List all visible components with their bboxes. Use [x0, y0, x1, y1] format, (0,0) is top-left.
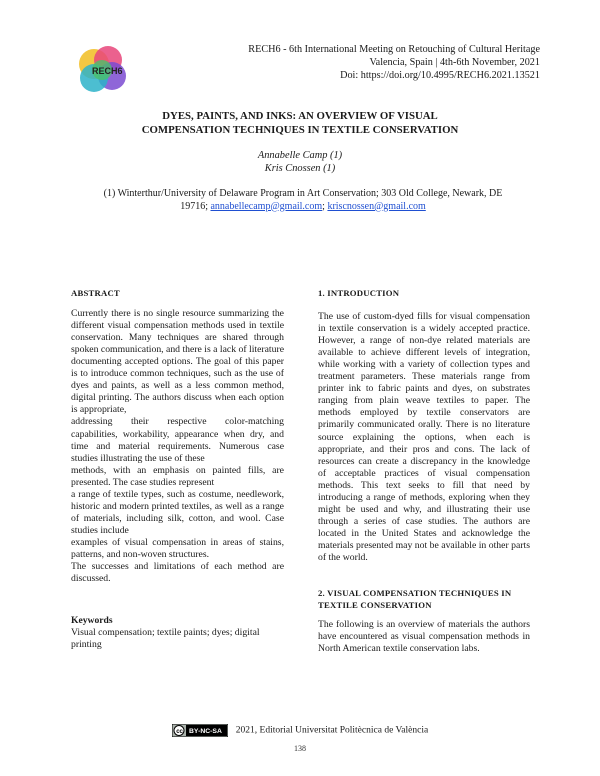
svg-text:cc: cc: [175, 729, 183, 735]
abstract-heading: ABSTRACT: [71, 288, 120, 298]
email-link-cnossen[interactable]: kriscnossen@gmail.com: [327, 200, 426, 212]
author-list: [60, 150, 540, 175]
abstract-paragraph-5: examples of visual compensation in areas of stains, patterns, and non-woven structures.: [71, 536, 284, 560]
affiliation-line-2: [72, 201, 534, 214]
abstract-paragraph-3: methods, with an emphasis on painted fills, are presented. The case studies represent: [71, 464, 284, 488]
keywords-heading: Keywords: [71, 615, 113, 627]
section-2-heading: [318, 587, 530, 611]
abstract-paragraph-2: addressing their respective color-matching capabilities, workability, appearance when dry, and time and material requirements. Numerous case studies illustrating the use of these: [71, 416, 284, 464]
title-line-1: DYES, PAINTS, AND INKS: AN OVERVIEW OF VISUAL: [162, 110, 438, 122]
left-column: [71, 287, 284, 651]
section-2-heading-line-2: TEXTILE CONSERVATION: [318, 600, 432, 611]
introduction-heading: 1. INTRODUCTION: [318, 288, 400, 298]
affiliation-line-1: (1) Winterthur/University of Delaware Program in Art Conservation; 303 Old College, Newark, DE: [103, 188, 503, 199]
abstract-paragraph-4: a range of textile types, such as costume, needlework, historic and modern printed textiles, as well as a range of materials, including silk, cotton, and wool. Case studies include: [71, 488, 284, 536]
email-link-camp[interactable]: annabellecamp@gmail.com: [210, 200, 323, 212]
email-separator: ;: [322, 200, 328, 212]
right-column: [318, 287, 530, 655]
cc-license-badge: [172, 724, 228, 737]
section-2-heading-line-1: 2. VISUAL COMPENSATION TECHNIQUES IN: [318, 588, 512, 599]
abstract-paragraph-1: Currently there is no single resource summarizing the different visual compensation methods used in textile conservation. Many techniques are shared through spoken communication, and there is a lack of literature documenting accepted options. The goal of this paper is to introduce common techniques, such as the use of dyes and paints, as well as a less common method, digital printing. The authors discuss when each option is appropriate,: [71, 308, 284, 416]
title-line-2: COMPENSATION TECHNIQUES IN TEXTILE CONSERVATION: [141, 123, 459, 136]
author-1: Annabelle Camp (1): [257, 150, 343, 161]
introduction-text: The use of custom-dyed fills for visual compensation in textile conservation is a widely accepted practice. However, a range of non-dye related materials are available to achieve different levels of integration, while working with a variety of collection types and treatment parameters. These materials range from printer ink to fabric paints and dyes, on substrates ranging from plain weave textiles to paper. The methods employed by textile conservators are primarily communicated orally. There is no literature source explaining the options, when each is appropriate, and their pros and cons. The lack of resources can create a discrepancy in the knowledge of acceptable practices of visual compensation methods. This text seeks to fill that need by introducing a range of methods, exploring when they might be used and why, and illustrating their use through a series of case studies. The authors are located in the United States and acknowledge the materials presented may not be available in other parts of the world.: [318, 311, 530, 563]
header-location: Valencia, Spain | 4th-6th November, 2021: [369, 57, 540, 69]
section-2-text: The following is an overview of materials the authors have encountered as visual compensation methods in North American textile conservation labs.: [318, 619, 530, 655]
footer: [0, 724, 600, 737]
cc-label: BY-NC-SA: [188, 728, 222, 736]
abstract-paragraph-6: The successes and limitations of each method are discussed.: [71, 561, 284, 585]
author-2: Kris Cnossen (1): [264, 162, 336, 174]
page-number: 138: [294, 744, 306, 753]
footer-publisher: 2021, Editorial Universitat Politècnica de València: [235, 725, 429, 736]
header-doi: Doi: https://doi.org/10.4995/RECH6.2021.13521: [340, 70, 540, 82]
paper-title: [60, 110, 540, 137]
conference-logo: [72, 44, 136, 96]
logo-text: RECH6: [92, 66, 123, 76]
header-conference: RECH6 - 6th International Meeting on Retouching of Cultural Heritage: [248, 44, 540, 55]
affiliation: [72, 188, 534, 213]
keywords-text: Visual compensation; textile paints; dyes; digital printing: [71, 627, 260, 651]
running-header: [180, 43, 540, 83]
affiliation-zip: 19716;: [180, 200, 211, 212]
